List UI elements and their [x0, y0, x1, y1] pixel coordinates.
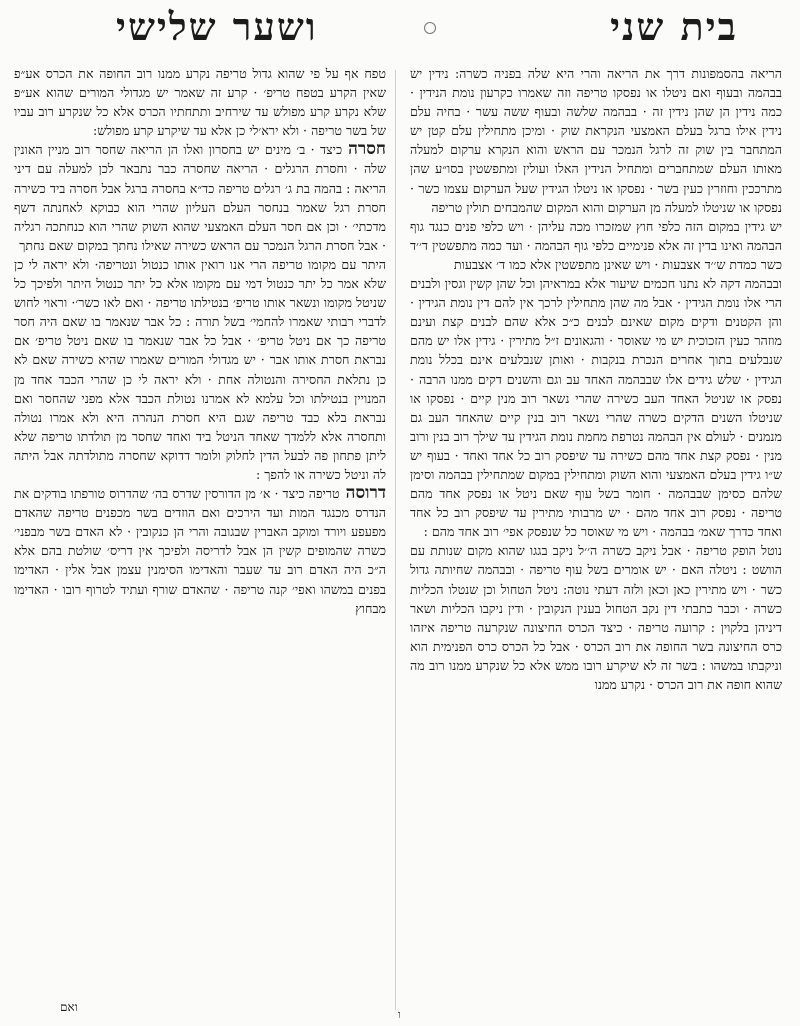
paragraph: נוטל הופק טריפה · אבל ניקב כשרה ה׳׳ל ניקב בגגו שהוא מקום שנותת עם הוושט : ניטלה האם · יש אומרים בשל עוף טריפה · ובבהמה שחיותה גדול כשר · ויש מתירין כאן וכאן ולזה דעתי נוטה: ניטל הטחול וכן שנטלו הכליות כשרה · וכבר כתבתי דין נקב הטחול בענין הנקובין · ודין ניקבו הכליות ושאר דיניהן בלקוין : קרועה טריפה · כיצד הכרס החיצונה שנקרעה טריפה איזהו כרס החיצונה בשר החופה את רוב הכרס · אבל כל הכרס כרס הפנימית הוא וניקבתו במשהו : בשר זה לא שיקרע רובו ממש אלא כל שנקרע ממנו רוב מה שהוא חופה את רוב הכרס · נקרע ממנו: [410, 543, 782, 692]
running-title-right: בית שני: [610, 4, 738, 49]
paragraph: יש גידין במקום הזה כלפי חוץ שמזכרו מכה עליהן · ויש כלפי פנים כנגד גוף הבהמה ואינו בדין זה אלא פנימיים כלפי גוף הבהמה · ועד כמה מתפשטין ד׳׳ד כשר כמדת ש׳׳ד אצבעות · ויש שאינן מתפשטין אלא כמו ד׳ אצבעות: [410, 218, 782, 272]
paragraph: היתר עם מקומו טריפה הרי אנו רואין אותו כנטול ונטריפה· ולא יראה לי כן שלא אמר כל יתר כנטול דמי עם מקומו אלא כל יתר כנטול היתר ולפיכך כל שניטל מקומו ונשאר אותו טריפ׳ בנטילתו טריפה · ואם לאו כשר׳· וראוי לחוש לדברי רבותי שאמרו להחמי׳ בשל תורה : כל אבר שנאמר בו שאם היה חסר טריפה כך אם ניטל טריפ׳ · אבל כל אבר שנאמר בו שאם ניטל טריפ׳ אם נבראת חסרת אותו אבר · יש מגדולי המורים שאמרו שהיא כשירה שאם לא כן נתלאת החסירה והנטולה אחת · ולא יראה לי כן שהרי הכבד אחד מן המנויין בנטילתו וכל עלמא לא אמרנו נטולת הכבד אלא מפני שהחסר ואם נבראת בלא כבד טריפה שגם היא חסרת הנהרה היא ולא אמרו נטולה ותחסרה אלא ללמדך שאחד הניטל ביד ואחד שחסר מן תולדתו טריפה שלא ליתן פתחון פה לבעל הדין לחלוק ולומר דדוקא שחסרה מתולדתה אבל היתה לה וניטל כשירה או להפך :: [14, 256, 386, 482]
paragraph-text: כיצד · ב׳ מינים יש בחסרון ואלו הן הריאה שחסר רוב מניין האונין שלה · וחסרת הרגלים · הריאה שחסרה כבר נתבאר לכן למעלה עם דיני הריאה : בהמה בת ג׳ רגלים טריפה כד״א בחסרה ברגל אבל חסרה ביד כשירה חסרת רגל שאמר בנחסר העלם העליון שהרי הוא כבוקא לאחנתה דשף מדכתי׳ · וכן אם חסר העלם האמצעי שהוא השוק שהרי הוא כנחתכה רגליה · אבל חסרת הרגל הנמכר עם הראש כשירה שאילו נחתך במקום שאם נחתך: [14, 142, 386, 253]
running-title-left: ושער שלישי: [116, 4, 318, 49]
section-keyword-hesra: חסרה: [348, 139, 386, 160]
catchword: ואם: [60, 1000, 78, 1014]
column-divider: [395, 70, 396, 1010]
page-header: [0, 0, 800, 58]
paragraph: ובבהמה דקה לא נתנו חכמים שיעור אלא במראיהן וכל שהן קשין וגסין ולבנים הרי אלו נומת הגידין · אבל מה שהן מתחילין לרכך אין להם דין נומת הגידין · והן הקטנים ודקים מקום שאינם לבנים כ״כ אלא שהם לבנים קצת ועינם מוזהר כעין הזכוכית יש מי שאוסר · והגאונים ז״ל מתירין · גידין אלו יש מהם שנבלעים בתוך אחרים הנכרת בנקבות · ואותן שנבלעים אינם בכלל נומת הגידין · שלש גידים אלו שבבהמה האחד עב וגם והשנים דקים ממנו הרבה · נפסק או שניטל האחד העב כשירה שהרי נשאר רוב מנין קיים · נפסקו או שניטלו השנים הדקים כשרה שהרי נשאר רוב בנין קיים שהאחד העב גם מנמנים · לעולם אין הבהמה נטרפת מחמת נומת הגידין עד שילך רוב בנין ורוב מנין · נפסק קצת אחד מהם כשירה עד שיפסק רוב כל אחד ואחד · בעוף יש ש״ו גידין בעלם האמצעי והוא השוק ומתחילין במקום שמתחילין בבהמה וסימן שלהם כסימן שבבהמה · חומר בשל עוף שאם ניטל או נפסק אחד מהם טריפה · נפסק רוב אחד מהם · יש מרבותי מתירין עד שיפסק רוב כל אחד ואחד כדרך שאמ׳ בבהמה · ויש מי שאוסר כל שנפסק אפי׳ רוב אחד מהם :: [410, 276, 782, 540]
paragraph-hesra: [14, 140, 386, 255]
header-ornament: [424, 22, 436, 34]
paragraph-drusa: [14, 484, 386, 618]
paragraph: הריאה בהסמפונות דרך את הריאה והרי היא שלה בפניה כשרה: נידין יש בבהמה ובעוף ואם ניטלו או נפסקו טריפה וזה שאמרו כקרעון נומת הנידין · כמה נידין הן שהן נידין זה · בבהמה שלשה ובעוף ששה עשר · בחיה עלם נידין אילו ברגל בעלם האמצעי הנקראת שוק · ומיכן מתחילין עלם קטן יש המתחבר בין שוק זה לרגל הנמכר עם הראש והוא הנקרא ערקום למעלה מאותו העלם שמתחברים ומתחיל הנידין האלו ועולין ומתפשטין בסו״ע שהן מתרככין וחוזרין כעין בשר · נפסקו או ניטלו הגידין שעל הערקום עצמו כשר · נפסקו או שניטלו למעלה מן הערקום והוא המקום שהמבחים תולין טריפה: [410, 66, 782, 215]
section-keyword-drusa: דרוסה: [345, 483, 386, 504]
left-text-column: [14, 64, 386, 1024]
signature-mark: ו: [398, 1008, 401, 1021]
right-text-column: [410, 64, 782, 1024]
paragraph-text: טריפה כיצד · א׳ מן הדורסין שדרס בה׳ שהדרוס טורפתו בודקים את הנדרס מכנגד המות ועד הירכים ואם הוזדים בשר מכפנים טריפה שהאדם מפעפע ויורד ומוקב האברין שבגובה והרי הן כנקובין · לא האדם בשר מבפני׳ כשרה שהמופים קשין הן אבל לדריסה ולפיכך אין דריס׳ שולטת בהם אלא ה״כ היה האדם רוב עד שעבר והאדימו הסימנין עצמן אבל אלין · האדימו בפנים במשהו ואפי׳ קנה טריפה · שהאדם שורף ועתיד לטרוף רובו · האדימו מבחוץ: [14, 486, 386, 616]
paragraph: טפח אף על פי שהוא גדול טריפה נקרע ממנו רוב החופה את הכרס אע״פ שאין הקרע בטפח טריפ׳ · קרע זה שאמר יש מגדולי המורים שהוא אע״פ שלא נקרע קרע מפולש עד שירחיב ותתחתיו הכרס אלא כל שנקרע רוב עביו של בשר טריפה · ולא ירא׳לי כן אלא עד שיקרע קרע מפולש:: [14, 66, 386, 139]
